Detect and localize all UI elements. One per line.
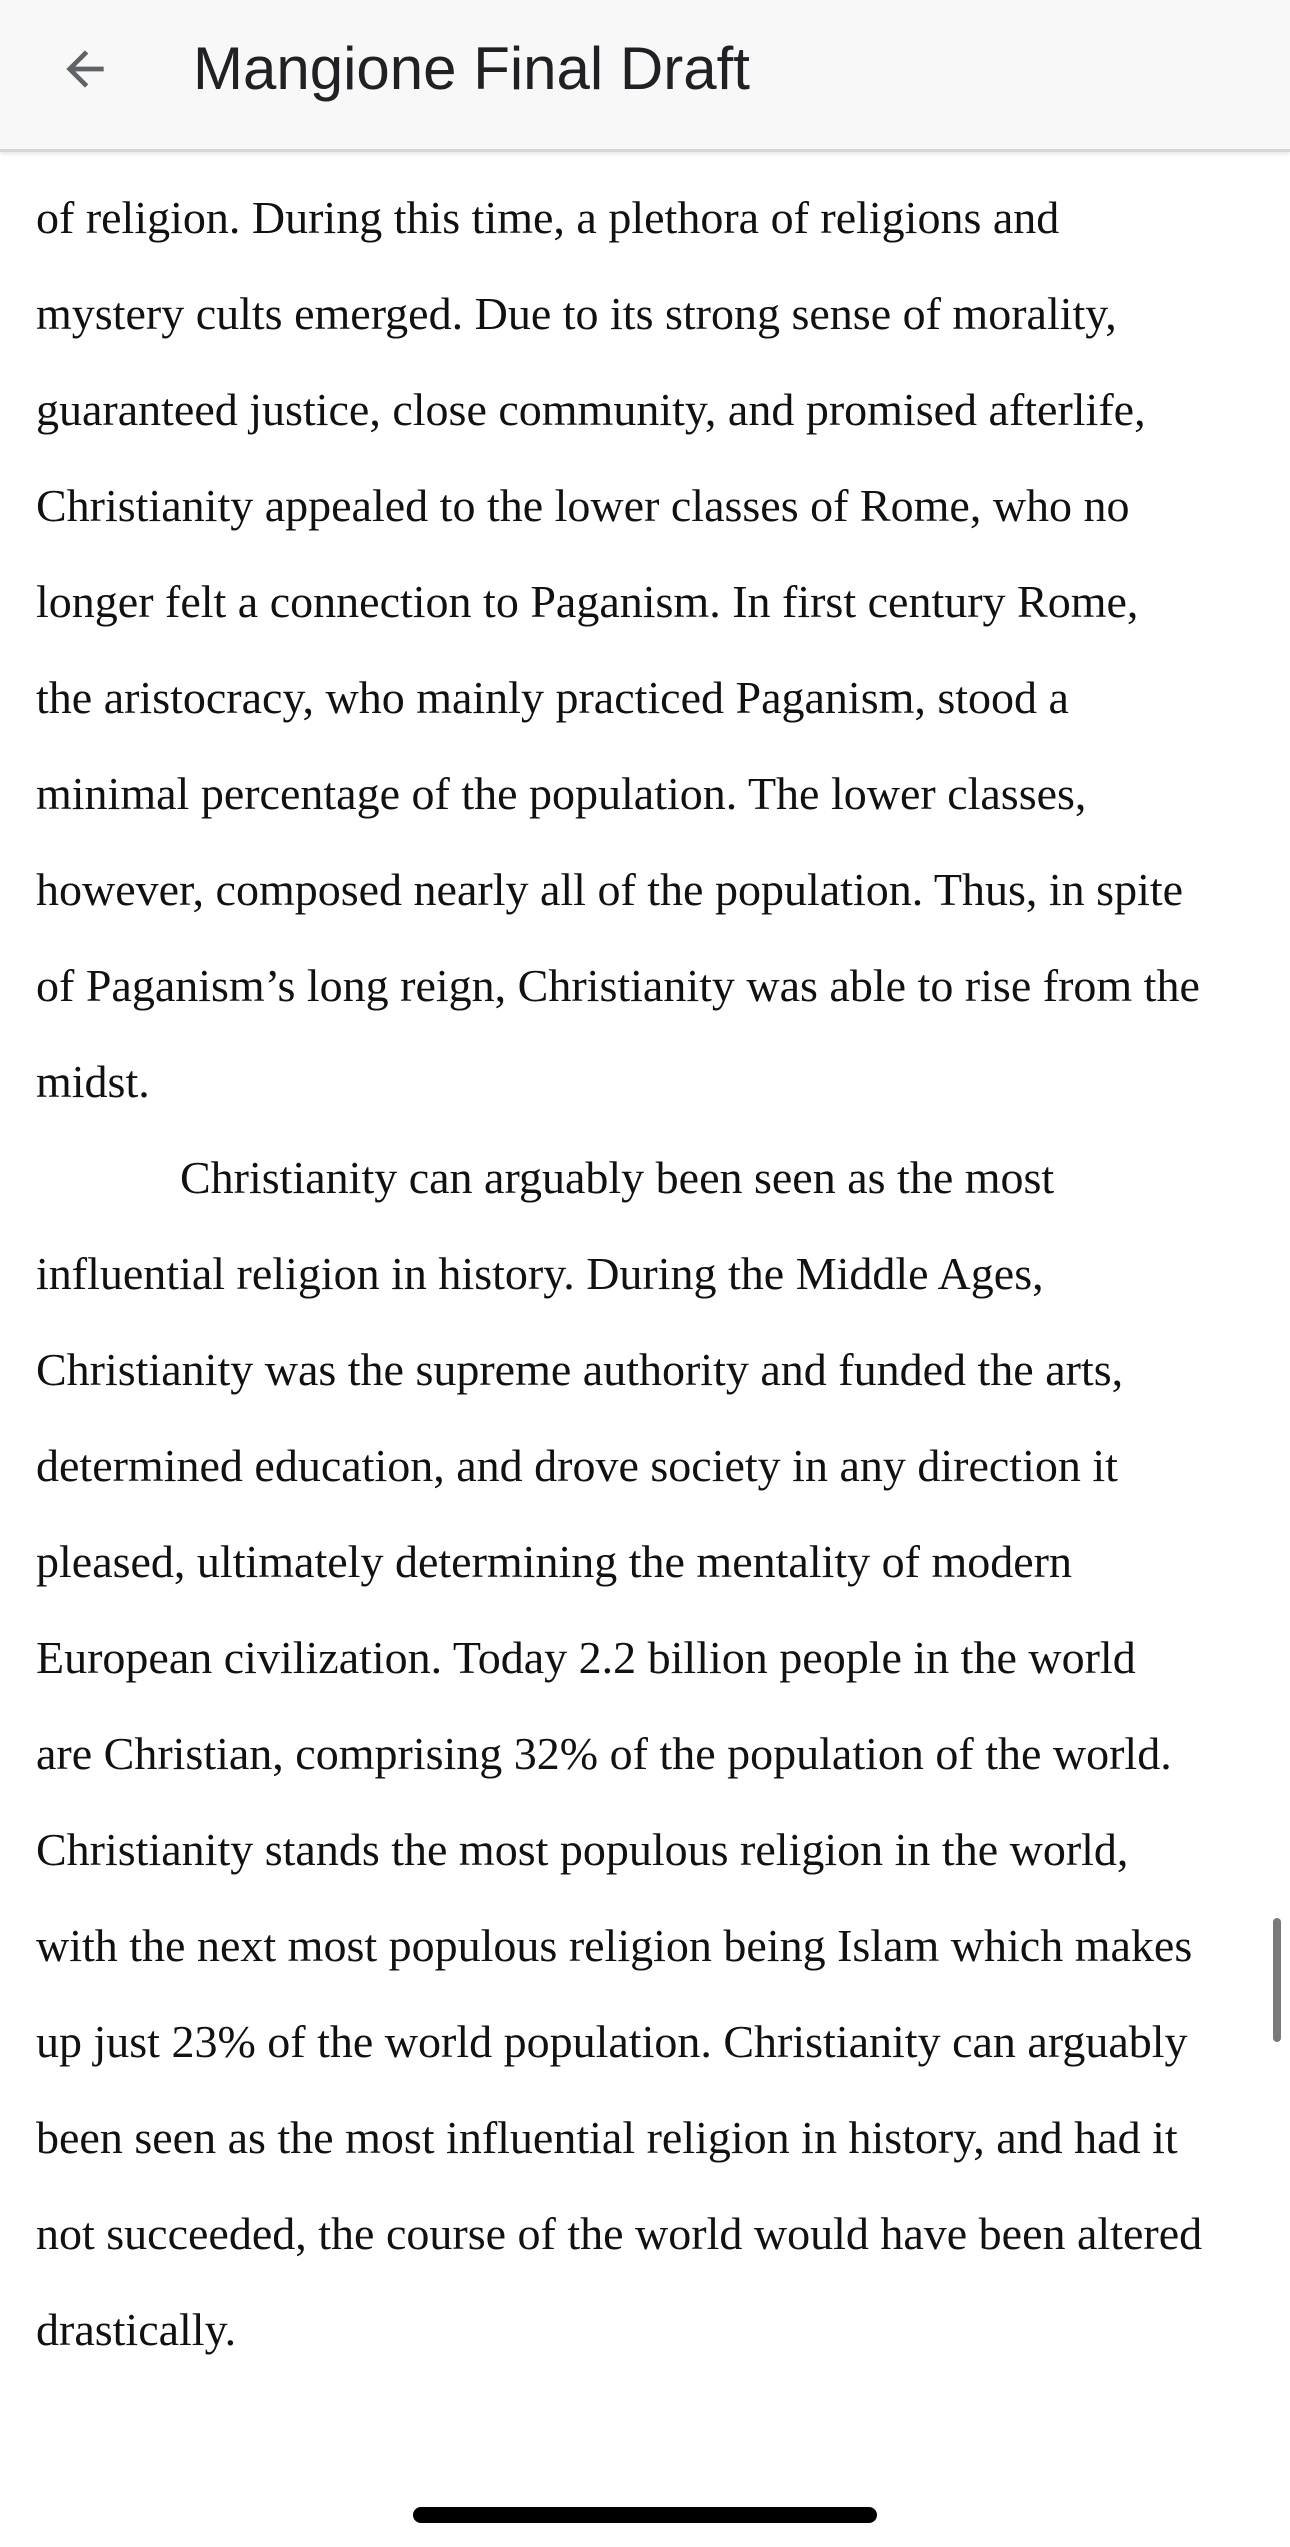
page-title: Mangione Final Draft: [193, 35, 750, 102]
text-line: Christianity can arguably been seen as the most: [180, 1152, 1055, 1203]
text-line: Christianity stands the most populous religion in the world,: [36, 1824, 1129, 1875]
text-line: influential religion in history. During the Middle Ages,: [36, 1248, 1044, 1299]
text-line: determined education, and drove society in any direction it: [36, 1440, 1118, 1491]
text-line: European civilization. Today 2.2 billion people in the world: [36, 1632, 1136, 1683]
text-line: longer felt a connection to Paganism. In first century Rome,: [36, 576, 1139, 627]
text-line: midst.: [36, 1056, 150, 1107]
home-indicator[interactable]: [413, 2507, 877, 2523]
document-body: [36, 170, 1276, 2378]
text-line: Christianity was the supreme authority and funded the arts,: [36, 1344, 1124, 1395]
text-line: mystery cults emerged. Due to its strong sense of morality,: [36, 288, 1117, 339]
paragraph-1: [36, 170, 1276, 1130]
text-line: minimal percentage of the population. The lower classes,: [36, 768, 1087, 819]
paragraph-2: [36, 1130, 1276, 2378]
app-bar: [0, 0, 1290, 152]
text-line: are Christian, comprising 32% of the population of the world.: [36, 1728, 1172, 1779]
text-line: the aristocracy, who mainly practiced Paganism, stood a: [36, 672, 1069, 723]
text-line: been seen as the most influential religion in history, and had it: [36, 2112, 1178, 2163]
text-line: up just 23% of the world population. Christianity can arguably: [36, 2016, 1188, 2067]
back-button[interactable]: [40, 24, 130, 114]
text-line: not succeeded, the course of the world would have been altered: [36, 2208, 1203, 2259]
text-line: of Paganism’s long reign, Christianity was able to rise from the: [36, 960, 1200, 1011]
arrow-left-icon: [57, 41, 113, 97]
text-line: Christianity appealed to the lower classes of Rome, who no: [36, 480, 1130, 531]
text-line: guaranteed justice, close community, and promised afterlife,: [36, 384, 1146, 435]
text-line: drastically.: [36, 2304, 237, 2355]
text-line: with the next most populous religion being Islam which makes: [36, 1920, 1193, 1971]
scrollbar-thumb[interactable]: [1273, 1918, 1281, 2042]
text-line: of religion. During this time, a plethora of religions and: [36, 192, 1060, 243]
text-line: pleased, ultimately determining the mentality of modern: [36, 1536, 1072, 1587]
text-line: however, composed nearly all of the population. Thus, in spite: [36, 864, 1184, 915]
